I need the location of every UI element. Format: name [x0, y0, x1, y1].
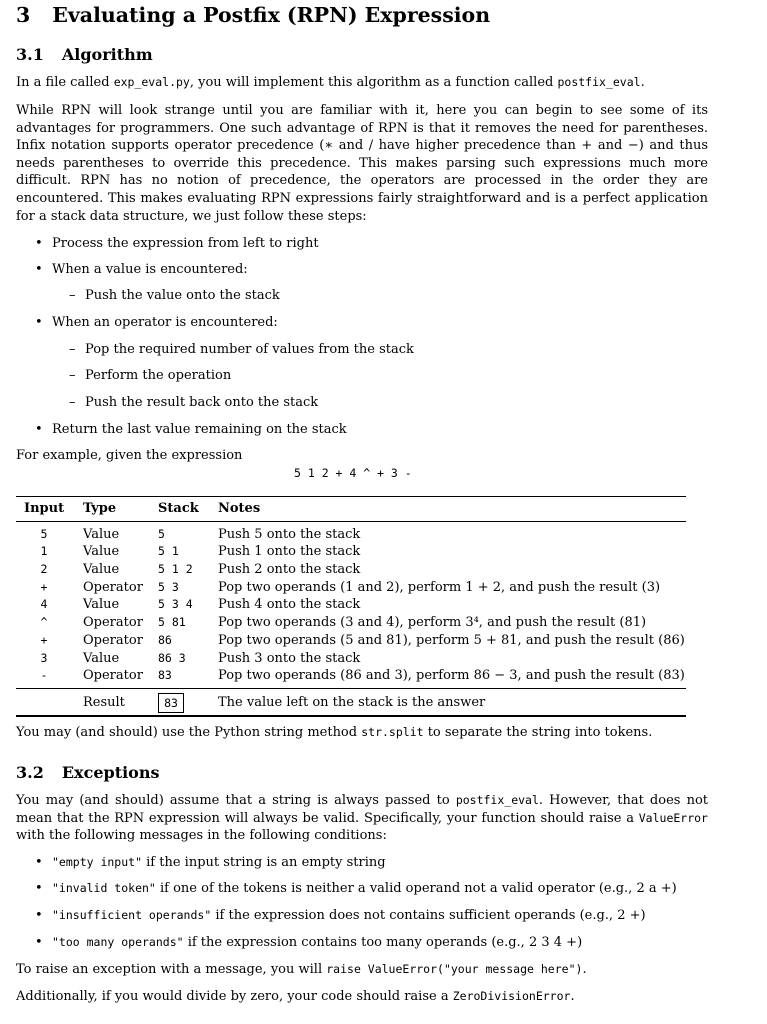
subsection-heading-exceptions — [16, 764, 159, 782]
table-header-type: Type — [83, 501, 117, 516]
operator-symbol: / — [368, 138, 374, 154]
dash: – — [69, 395, 76, 410]
exc-text: You may (and should) assume that a string is always passed to — [16, 793, 450, 808]
rpn-description-paragraph — [16, 102, 708, 225]
exception-condition: if the expression does not contains sufficient operands (e.g., — [211, 908, 618, 923]
code-valueerror: ValueError — [638, 810, 708, 825]
exception-condition: if the expression contains too many operands (e.g., — [183, 935, 529, 950]
exception-item — [52, 934, 582, 952]
row-stack: 86 3 — [158, 651, 186, 665]
dash: – — [69, 368, 76, 383]
exception-message: "empty input" — [52, 855, 143, 869]
exception-condition: if one of the tokens is neither a valid operand not a valid operator (e.g., — [155, 881, 637, 896]
row-input: - — [40, 668, 48, 682]
function-name: postfix_eval — [557, 75, 641, 89]
operator-symbol: − — [627, 138, 639, 154]
row-notes: Push 4 onto the stack — [218, 597, 361, 612]
substep-item: Perform the operation — [85, 368, 232, 383]
intro-text: . — [640, 75, 645, 90]
example-lead: For example, given the expression — [16, 448, 243, 463]
code-zerodivisionerror: ZeroDivisionError — [452, 989, 571, 1003]
bullet: • — [35, 881, 43, 896]
result-value-box: 83 — [158, 693, 184, 713]
result-label: Result — [83, 695, 125, 710]
zero-text: Additionally, if you would divide by zero, your code should raise a — [16, 989, 449, 1004]
row-stack: 83 — [158, 668, 172, 682]
table-header-notes: Notes — [218, 501, 261, 516]
desc-text: and — [333, 138, 369, 154]
row-input: 2 — [40, 562, 48, 576]
step-item: When an operator is encountered: — [52, 315, 278, 330]
raise-text: . — [582, 962, 587, 977]
row-notes: Push 5 onto the stack — [218, 527, 361, 542]
subsection-number: 3.2 — [16, 763, 44, 782]
zero-division-line — [16, 988, 575, 1006]
zero-text: . — [570, 989, 575, 1004]
raise-line — [16, 961, 587, 979]
table-result-rule — [16, 688, 686, 689]
exc-text: . However, that does not mean that the RPN expression will always be valid. Specifically, your function should raise a — [16, 793, 708, 826]
raise-text: To raise an exception with a message, you will — [16, 962, 323, 977]
function-name: postfix_eval — [455, 793, 539, 807]
row-stack: 5 81 — [158, 615, 186, 629]
bullet: • — [35, 315, 43, 330]
desc-text: While RPN will look strange until you are familiar with it, here you can begin to see some of its advantages for programmers. One such advantage of RPN is that it removes the need for parentheses. Infix notation supports operator precedence ( — [16, 103, 708, 154]
row-type: Value — [83, 597, 120, 612]
row-input: 5 — [40, 527, 48, 541]
row-notes: Pop two operands (3 and 4), perform 3⁴, and push the result (81) — [218, 615, 647, 630]
exception-condition: ) — [577, 935, 583, 950]
exception-message: "insufficient operands" — [52, 908, 212, 922]
row-type: Value — [83, 527, 120, 542]
section-title: Evaluating a Postfix (RPN) Expression — [52, 3, 491, 27]
desc-text: ) and thus needs parentheses to override this precedence. This makes parsing such expressions much more difficult. RPN has no notion of precedence, the operators are processed in the order they are encountered. This makes evaluating RPN expressions fairly straightforward and is a perfect application for a stack data structure, we just follow these steps: — [16, 138, 709, 224]
section-heading — [16, 3, 491, 27]
exception-example: 2 a + — [636, 881, 672, 896]
row-input: 1 — [40, 544, 48, 558]
file-name: exp_eval.py — [113, 75, 190, 89]
row-type: Operator — [83, 615, 143, 630]
intro-text: , you will implement this algorithm as a function called — [189, 75, 554, 90]
substep-item: Push the value onto the stack — [85, 288, 280, 303]
code-raise: raise ValueError("your message here") — [326, 962, 583, 976]
row-notes: Pop two operands (5 and 81), perform 5 + 81, and push the result (86) — [218, 633, 685, 648]
substep-item: Pop the required number of values from the stack — [85, 342, 414, 357]
bullet: • — [35, 262, 43, 277]
row-input: + — [40, 633, 48, 647]
row-type: Operator — [83, 580, 143, 595]
row-stack: 5 3 — [158, 580, 179, 594]
exception-condition: if the input string is an empty string — [142, 855, 386, 870]
substep-item: Push the result back onto the stack — [85, 395, 319, 410]
subsection-title: Algorithm — [61, 45, 153, 64]
intro-paragraph — [16, 74, 645, 92]
row-notes: Pop two operands (1 and 2), perform 1 + 2, and push the result (3) — [218, 580, 661, 595]
row-stack: 5 3 4 — [158, 597, 193, 611]
exception-item — [52, 854, 386, 872]
step-item: Process the expression from left to right — [52, 236, 319, 251]
result-note: The value left on the stack is the answer — [218, 695, 486, 710]
bullet: • — [35, 855, 43, 870]
row-input: ^ — [40, 615, 48, 629]
example-expression: 5 1 2 + 4 ^ + 3 - — [294, 466, 412, 480]
row-type: Value — [83, 651, 120, 666]
table-top-rule — [16, 496, 686, 497]
row-type: Value — [83, 562, 120, 577]
operator-symbol: + — [581, 138, 593, 154]
split-text: You may (and should) use the Python string method — [16, 725, 358, 740]
exceptions-intro-paragraph — [16, 792, 708, 845]
desc-text: have higher precedence than — [373, 138, 582, 154]
row-stack: 5 — [158, 527, 165, 541]
exception-example: 2 3 4 + — [528, 935, 578, 950]
bullet: • — [35, 422, 43, 437]
bullet: • — [35, 908, 43, 923]
exception-condition: ) — [640, 908, 646, 923]
row-input: 4 — [40, 597, 48, 611]
code-str-split: str.split — [361, 725, 424, 739]
row-stack: 5 1 — [158, 544, 179, 558]
bullet: • — [35, 935, 43, 950]
table-bottom-rule — [16, 715, 686, 717]
exception-message: "invalid token" — [52, 881, 156, 895]
row-type: Operator — [83, 668, 143, 683]
subsection-heading-algorithm — [16, 46, 153, 64]
subsection-number: 3.1 — [16, 45, 44, 64]
dash: – — [69, 342, 76, 357]
table-header-stack: Stack — [158, 501, 199, 516]
row-type: Operator — [83, 633, 143, 648]
exc-text: with the following messages in the following conditions: — [16, 828, 387, 844]
row-notes: Push 1 onto the stack — [218, 544, 361, 559]
exception-example: 2 + — [617, 908, 641, 923]
row-type: Value — [83, 544, 120, 559]
exception-item — [52, 880, 677, 898]
row-notes: Push 2 onto the stack — [218, 562, 361, 577]
row-input: 3 — [40, 651, 48, 665]
section-number: 3 — [16, 3, 31, 27]
subsection-title: Exceptions — [61, 763, 160, 782]
split-text: to separate the string into tokens. — [427, 725, 653, 740]
row-stack: 5 1 2 — [158, 562, 193, 576]
table-header-input: Input — [24, 501, 65, 516]
row-input: + — [40, 580, 48, 594]
bullet: • — [35, 236, 43, 251]
exception-message: "too many operands" — [52, 935, 184, 949]
exception-item — [52, 907, 646, 925]
row-stack: 86 — [158, 633, 172, 647]
dash: – — [69, 288, 76, 303]
desc-text: and — [592, 138, 628, 154]
step-item: When a value is encountered: — [52, 262, 248, 277]
split-note — [16, 724, 652, 742]
row-notes: Push 3 onto the stack — [218, 651, 361, 666]
row-notes: Pop two operands (86 and 3), perform 86 − 3, and push the result (83) — [218, 668, 685, 683]
table-mid-rule — [16, 521, 686, 522]
step-item: Return the last value remaining on the stack — [52, 422, 347, 437]
operator-symbol: ∗ — [324, 138, 334, 154]
exception-condition: ) — [671, 881, 677, 896]
intro-text: In a file called — [16, 75, 110, 90]
